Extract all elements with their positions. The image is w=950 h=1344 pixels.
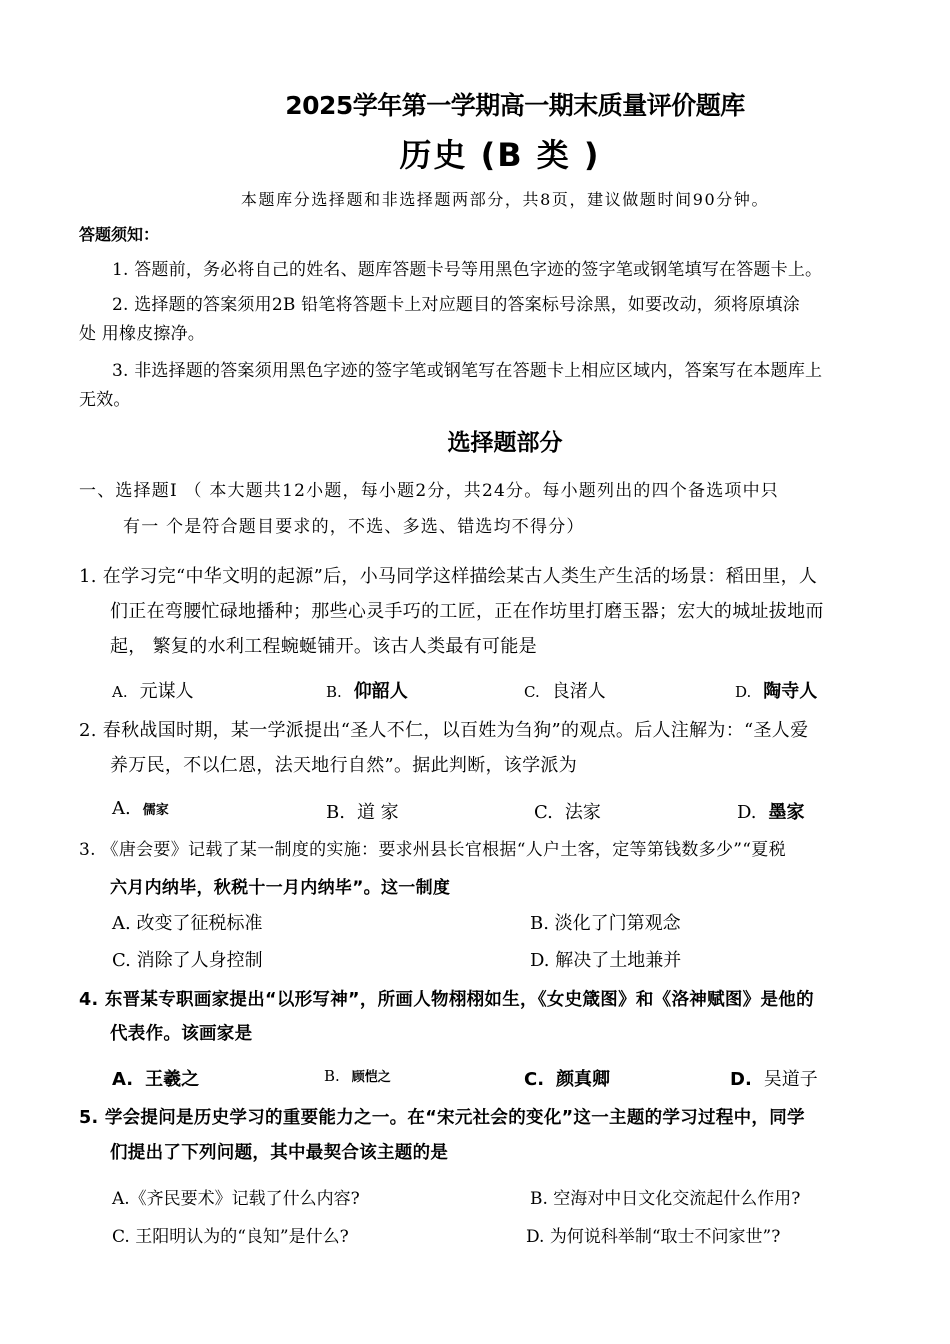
- question-4-option-d[interactable]: D. 吴道子: [730, 1069, 818, 1090]
- question-4-option-c[interactable]: C. 颜真卿: [524, 1069, 611, 1090]
- question-4-line-2: 代表作。该画家是: [110, 1024, 253, 1044]
- notice-item-2-line-2: 处 用橡皮擦净。: [79, 324, 206, 344]
- question-1-line-1: 1. 在学习完“中华文明的起源”后，小马同学这样描绘某古人类生产生活的场景：稻田里，人: [79, 566, 818, 587]
- subject-title: 历史 (B 类 ): [399, 136, 601, 174]
- notice-item-3-line-1: 3. 非选择题的答案须用黑色字迹的签字笔或钢笔写在答题卡上相应区域内，答案写在本题库上: [112, 361, 823, 381]
- question-2-option-b[interactable]: B. 道 家: [326, 802, 399, 823]
- question-4-option-b[interactable]: B. 顾恺之: [324, 1067, 391, 1085]
- question-1-option-b[interactable]: B. 仰韶人: [326, 681, 408, 702]
- question-4-option-a[interactable]: A. 王羲之: [112, 1069, 200, 1090]
- question-1-option-d[interactable]: D. 陶寺人: [735, 681, 818, 702]
- question-3-option-b[interactable]: B. 淡化了门第观念: [530, 913, 681, 934]
- question-2-option-d[interactable]: D. 墨家: [737, 802, 805, 823]
- exam-title: 2025学年第一学期高一期末质量评价题库: [285, 91, 745, 120]
- question-1-line-3: 起， 繁复的水利工程蜿蜒铺开。该古人类最有可能是: [110, 636, 537, 657]
- question-3-line-2: 六月内纳毕，秋税十一月内纳毕”。这一制度: [110, 878, 451, 898]
- question-3-line-1: 3. 《唐会要》记载了某一制度的实施：要求州县长官根据“人户土客，定等第钱数多少”“夏税: [79, 840, 786, 860]
- question-5-option-a[interactable]: A.《齐民要术》记载了什么内容?: [112, 1189, 360, 1209]
- exam-intro: 本题库分选择题和非选择题两部分，共8页，建议做题时间90分钟。: [240, 190, 770, 209]
- question-2-option-c[interactable]: C. 法家: [534, 802, 601, 823]
- question-3-option-d[interactable]: D. 解决了土地兼并: [530, 950, 682, 971]
- section-title: 选择题部分: [447, 430, 563, 456]
- question-1-option-c[interactable]: C. 良渚人: [524, 681, 606, 702]
- notice-item-1: 1. 答题前，务必将自己的姓名、题库答题卡号等用黑色字迹的签字笔或钢笔填写在答题卡上。: [112, 260, 823, 280]
- part-instructions-line-1: 一、选择题Ⅰ （ 本大题共12小题，每小题2分，共24分。每小题列出的四个备选项中只: [79, 481, 780, 501]
- question-3-option-c[interactable]: C. 消除了人身控制: [112, 950, 263, 971]
- question-5-option-b[interactable]: B. 空海对中日文化交流起什么作用?: [530, 1189, 801, 1209]
- question-4-line-1: 4. 东晋某专职画家提出“以形写神”，所画人物栩栩如生，《女史箴图》和《洛神赋图》是他的: [79, 990, 814, 1010]
- notice-title: 答题须知：: [79, 225, 160, 244]
- question-5-option-c[interactable]: C. 王阳明认为的“良知”是什么?: [112, 1227, 349, 1247]
- question-1-line-2: 们正在弯腰忙碌地播种；那些心灵手巧的工匠，正在作坊里打磨玉器；宏大的城址拔地而: [110, 601, 824, 622]
- question-5-line-2: 们提出了下列问题，其中最契合该主题的是: [110, 1143, 449, 1163]
- question-5-line-1: 5. 学会提问是历史学习的重要能力之一。在“宋元社会的变化”这一主题的学习过程中，同学: [79, 1108, 805, 1128]
- notice-item-3-line-2: 无效。: [79, 390, 131, 410]
- question-2-line-2: 养万民，不以仁恩，法天地行自然”。据此判断，该学派为: [110, 755, 577, 776]
- question-2-option-a[interactable]: A. 儒家: [112, 798, 169, 819]
- question-2-line-1: 2. 春秋战国时期，某一学派提出“圣人不仁，以百姓为刍狗”的观点。后人注解为：“圣人爱: [79, 720, 809, 741]
- part-instructions-line-2: 有一 个是符合题目要求的，不选、多选、错选均不得分）: [123, 517, 585, 537]
- notice-item-2-line-1: 2. 选择题的答案须用2B 铅笔将答题卡上对应题目的答案标号涂黑，如要改动，须将原填涂: [112, 295, 800, 315]
- question-5-option-d[interactable]: D. 为何说科举制“取士不问家世”?: [526, 1227, 781, 1247]
- question-3-option-a[interactable]: A. 改变了征税标准: [112, 913, 263, 934]
- question-1-option-a[interactable]: A. 元谋人: [112, 681, 194, 702]
